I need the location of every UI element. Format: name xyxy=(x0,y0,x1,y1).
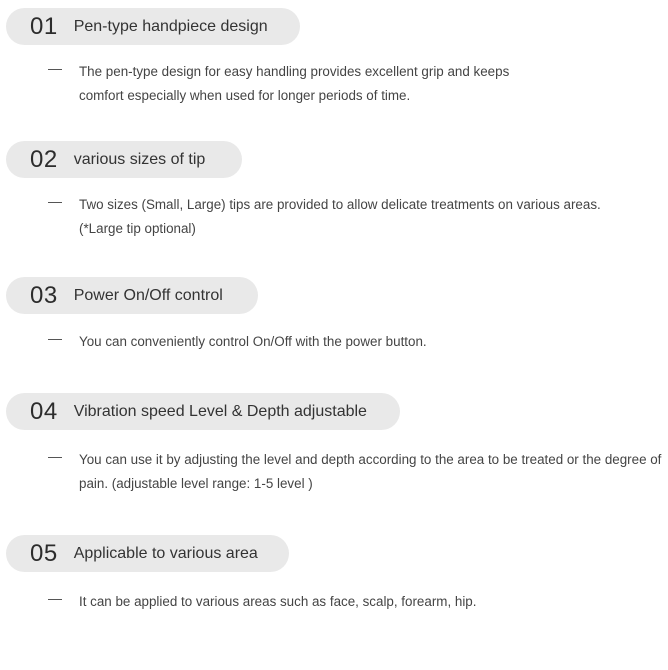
description-line: pain. (adjustable level range: 1-5 level ) xyxy=(79,476,313,491)
description-line: It can be applied to various areas such as face, scalp, forearm, hip. xyxy=(79,594,477,609)
feature-number: 05 xyxy=(30,539,58,567)
description-text xyxy=(79,193,664,241)
feature-header-pill xyxy=(6,393,400,430)
description-line: You can conveniently control On/Off with the power button. xyxy=(79,334,427,349)
feature-title: Applicable to various area xyxy=(73,544,258,562)
description-text xyxy=(79,330,664,354)
feature-title: Power On/Off control xyxy=(73,286,223,304)
dash-divider xyxy=(48,457,62,458)
dash-divider xyxy=(48,339,62,340)
feature-title: Vibration speed Level & Depth adjustable xyxy=(73,402,367,420)
feature-title: various sizes of tip xyxy=(73,150,206,168)
feature-title: Pen-type handpiece design xyxy=(73,17,268,35)
description-line: Two sizes (Small, Large) tips are provided to allow delicate treatments on various areas. xyxy=(79,197,601,212)
description-text xyxy=(79,448,664,496)
feature-number: 01 xyxy=(30,12,58,40)
feature-number: 04 xyxy=(30,397,58,425)
feature-header-pill xyxy=(6,8,300,45)
feature-header-pill xyxy=(6,277,258,314)
description-text xyxy=(79,590,664,614)
dash-divider xyxy=(48,202,62,203)
dash-divider xyxy=(48,69,62,70)
description-line: comfort especially when used for longer periods of time. xyxy=(79,88,411,103)
description-line: (*Large tip optional) xyxy=(79,221,196,236)
feature-number: 02 xyxy=(30,145,58,173)
feature-number: 03 xyxy=(30,281,58,309)
feature-header-pill xyxy=(6,141,242,178)
description-line: You can use it by adjusting the level and depth according to the area to be treated or the degree of xyxy=(79,452,662,467)
feature-header-pill xyxy=(6,535,289,572)
dash-divider xyxy=(48,599,62,600)
description-text xyxy=(79,60,664,108)
description-line: The pen-type design for easy handling provides excellent grip and keeps xyxy=(79,64,510,79)
